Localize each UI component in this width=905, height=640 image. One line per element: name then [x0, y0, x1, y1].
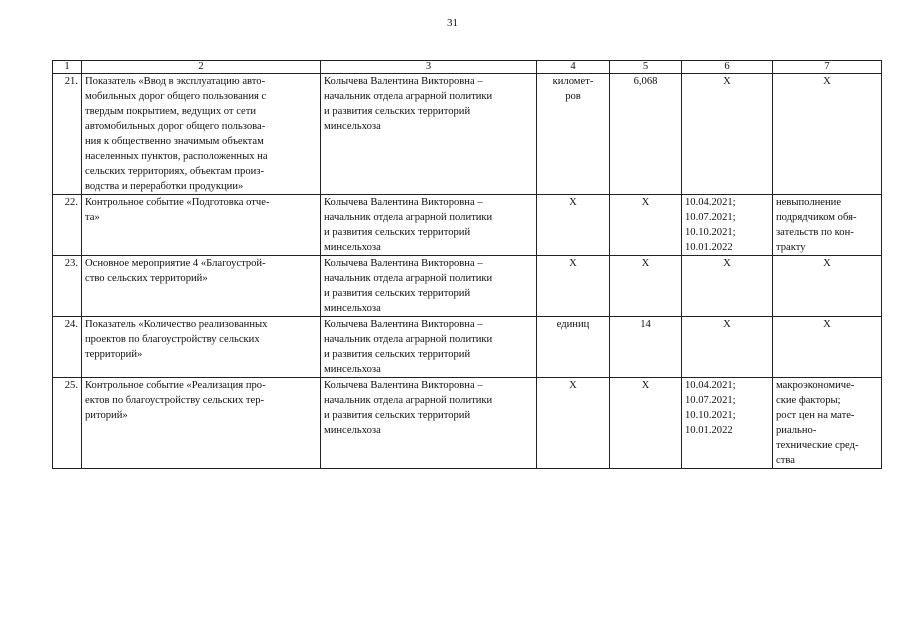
- table-row: [53, 317, 882, 378]
- row-note: Х: [773, 74, 882, 195]
- row-unit: километ- ров: [537, 74, 610, 195]
- row-number: 21.: [53, 74, 82, 195]
- column-header: 7: [773, 61, 882, 74]
- header-row: [53, 61, 882, 74]
- row-dates: Х: [682, 256, 773, 317]
- column-header: 4: [537, 61, 610, 74]
- table-row: [53, 74, 882, 195]
- row-dates: 10.04.2021; 10.07.2021; 10.10.2021; 10.01.2022: [682, 195, 773, 256]
- row-responsible: Колычева Валентина Викторовна – начальник отдела аграрной политики и развития сельских территорий минсельхоза: [321, 317, 537, 378]
- row-note: макроэкономиче- ские факторы; рост цен на мате- риально- технические сред- ства: [773, 378, 882, 469]
- row-responsible: Колычева Валентина Викторовна – начальник отдела аграрной политики и развития сельских территорий минсельхоза: [321, 74, 537, 195]
- table-row: [53, 195, 882, 256]
- row-name: Показатель «Ввод в эксплуатацию авто- мобильных дорог общего пользования с твердым покрытием, ведущих от сети автомобильных дорог общего пользова- ния к общественно значимым объектам населенных пунктов, расположенных на сельских территориях, объектам произ- водства и переработки продукции»: [82, 74, 321, 195]
- row-number: 23.: [53, 256, 82, 317]
- column-header: 3: [321, 61, 537, 74]
- row-unit: единиц: [537, 317, 610, 378]
- row-value: Х: [610, 195, 682, 256]
- column-header: 6: [682, 61, 773, 74]
- table-row: [53, 256, 882, 317]
- row-responsible: Колычева Валентина Викторовна – начальник отдела аграрной политики и развития сельских территорий минсельхоза: [321, 378, 537, 469]
- column-header: 2: [82, 61, 321, 74]
- row-unit: Х: [537, 256, 610, 317]
- row-name: Показатель «Количество реализованных проектов по благоустройству сельских территорий»: [82, 317, 321, 378]
- row-note: Х: [773, 256, 882, 317]
- row-dates: Х: [682, 317, 773, 378]
- row-name: Основное мероприятие 4 «Благоустрой- ство сельских территорий»: [82, 256, 321, 317]
- column-header: 1: [53, 61, 82, 74]
- plan-table: [52, 60, 882, 469]
- column-header: 5: [610, 61, 682, 74]
- row-note: невыполнение подрядчиком обя- зательств по кон- тракту: [773, 195, 882, 256]
- row-dates: Х: [682, 74, 773, 195]
- row-number: 22.: [53, 195, 82, 256]
- row-number: 24.: [53, 317, 82, 378]
- row-responsible: Колычева Валентина Викторовна – начальник отдела аграрной политики и развития сельских территорий минсельхоза: [321, 256, 537, 317]
- row-value: Х: [610, 378, 682, 469]
- row-dates: 10.04.2021; 10.07.2021; 10.10.2021; 10.01.2022: [682, 378, 773, 469]
- row-name: Контрольное событие «Подготовка отче- та»: [82, 195, 321, 256]
- row-unit: Х: [537, 195, 610, 256]
- row-responsible: Колычева Валентина Викторовна – начальник отдела аграрной политики и развития сельских территорий минсельхоза: [321, 195, 537, 256]
- row-number: 25.: [53, 378, 82, 469]
- row-note: Х: [773, 317, 882, 378]
- row-value: 14: [610, 317, 682, 378]
- row-name: Контрольное событие «Реализация про- ектов по благоустройству сельских тер- риторий»: [82, 378, 321, 469]
- page-number: 31: [447, 17, 458, 29]
- row-unit: Х: [537, 378, 610, 469]
- row-value: Х: [610, 256, 682, 317]
- table-row: [53, 378, 882, 469]
- row-value: 6,068: [610, 74, 682, 195]
